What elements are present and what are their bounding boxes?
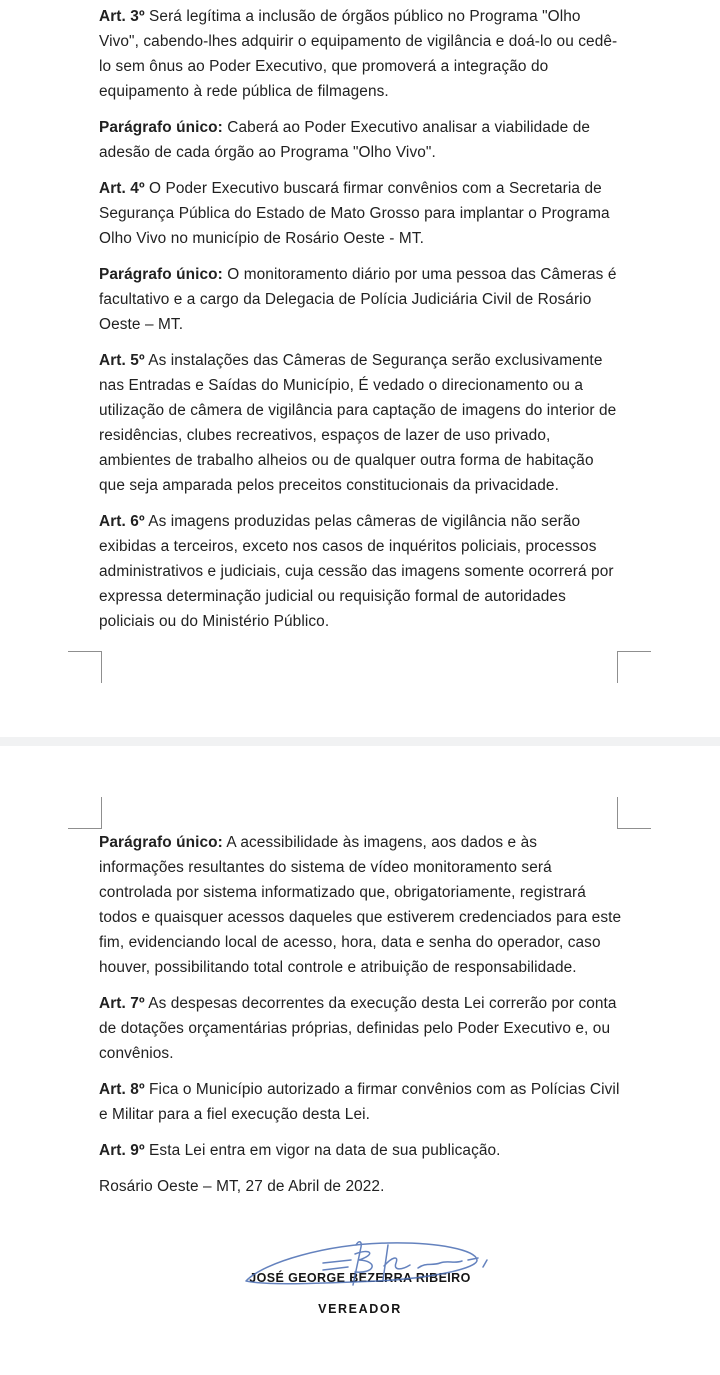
paragraph-body: Será legítima a inclusão de órgãos público no Programa "Olho Vivo", cabendo-lhes adquirir o equipamento de vigilância e doá-lo ou cedê-lo sem ônus ao Poder Executivo, que promoverá a integração do equipamento à rede pública de filmagens. [99, 8, 618, 100]
paragraph-lead: Art. 6º [99, 513, 145, 530]
signature-scribble-icon [238, 1236, 490, 1292]
paragraph-lead: Parágrafo único: [99, 834, 223, 851]
page2-top-left-corner-mark [68, 797, 102, 829]
paragraph-art-6 [99, 509, 623, 634]
paragraph-art-3 [99, 4, 623, 104]
paragraph-lead: Art. 4º [99, 180, 145, 197]
paragraph-art-8 [99, 1077, 623, 1127]
paragraph-lead: Art. 9º [99, 1142, 145, 1159]
page1-bottom-left-corner-mark [68, 651, 102, 683]
paragraph-body: Esta Lei entra em vigor na data de sua publicação. [144, 1142, 501, 1159]
paragraph-paragrafo-unico-1 [99, 115, 623, 165]
paragraph-lead: Art. 5º [99, 352, 145, 369]
paragraph-body: As imagens produzidas pelas câmeras de vigilância não serão exibidas a terceiros, exceto nos casos de inquéritos policiais, processos administrativos e judiciais, cuja cessão das imagens somente ocorrerá por expressa determinação judicial ou requisição formal de autoridades policiais ou do Ministério Público. [99, 513, 614, 630]
paragraph-lead: Art. 3º [99, 8, 145, 25]
paragraph-lead: Parágrafo único: [99, 266, 223, 283]
page2-text [99, 830, 623, 1210]
paragraph-lead: Parágrafo único: [99, 119, 223, 136]
paragraph-body: O monitoramento diário por uma pessoa das Câmeras é facultativo e a cargo da Delegacia de Polícia Judiciária Civil de Rosário Oeste – MT. [99, 266, 617, 333]
paragraph-art-5 [99, 348, 623, 498]
paragraph-paragrafo-unico-3 [99, 830, 623, 980]
paragraph-body: As instalações das Câmeras de Segurança serão exclusivamente nas Entradas e Saídas do Município, É vedado o direcionamento ou a utilização de câmera de vigilância para captação de imagens do interior de residências, clubes recreativos, espaços de lazer de uso privado, ambientes de trabalho alheios ou de qualquer outra forma de habitação que seja amparada pelos preceitos constitucionais da privacidade. [99, 352, 617, 494]
signatory-name: JOSÉ GEORGE BEZERRA RIBEIRO [249, 1271, 471, 1285]
date-line: Rosário Oeste – MT, 27 de Abril de 2022. [99, 1178, 385, 1195]
page-separator [0, 737, 720, 746]
paragraph-body: As despesas decorrentes da execução desta Lei correrão por conta de dotações orçamentárias próprias, definidas pelo Poder Executivo e, ou convênios. [99, 995, 617, 1062]
signatory-title: VEREADOR [318, 1302, 402, 1316]
paragraph-body: Caberá ao Poder Executivo analisar a viabilidade de adesão de cada órgão ao Programa "Olho Vivo". [99, 119, 591, 161]
paragraph-body: A acessibilidade às imagens, aos dados e às informações resultantes do sistema de vídeo monitoramento será controlada por sistema informatizado que, obrigatoriamente, registrará todos e quaisquer acessos daqueles que estiverem credenciados para este fim, evidenciando local de acesso, hora, data e senha do operador, caso houver, possibilitando total controle e atribuição de responsabilidade. [99, 834, 622, 976]
page1-text [99, 4, 623, 645]
paragraph-paragrafo-unico-2 [99, 262, 623, 337]
paragraph-body: Fica o Município autorizado a firmar convênios com as Polícias Civil e Militar para a fiel execução desta Lei. [99, 1081, 620, 1123]
paragraph-art-4 [99, 176, 623, 251]
paragraph-art-9 [99, 1138, 623, 1163]
paragraph-art-7 [99, 991, 623, 1066]
paragraph-lead: Art. 7º [99, 995, 145, 1012]
page2-top-right-corner-mark [617, 797, 651, 829]
paragraph-body: O Poder Executivo buscará firmar convênios com a Secretaria de Segurança Pública do Estado de Mato Grosso para implantar o Programa Olho Vivo no município de Rosário Oeste - MT. [99, 180, 610, 247]
page1-bottom-right-corner-mark [617, 651, 651, 683]
paragraph-lead: Art. 8º [99, 1081, 145, 1098]
